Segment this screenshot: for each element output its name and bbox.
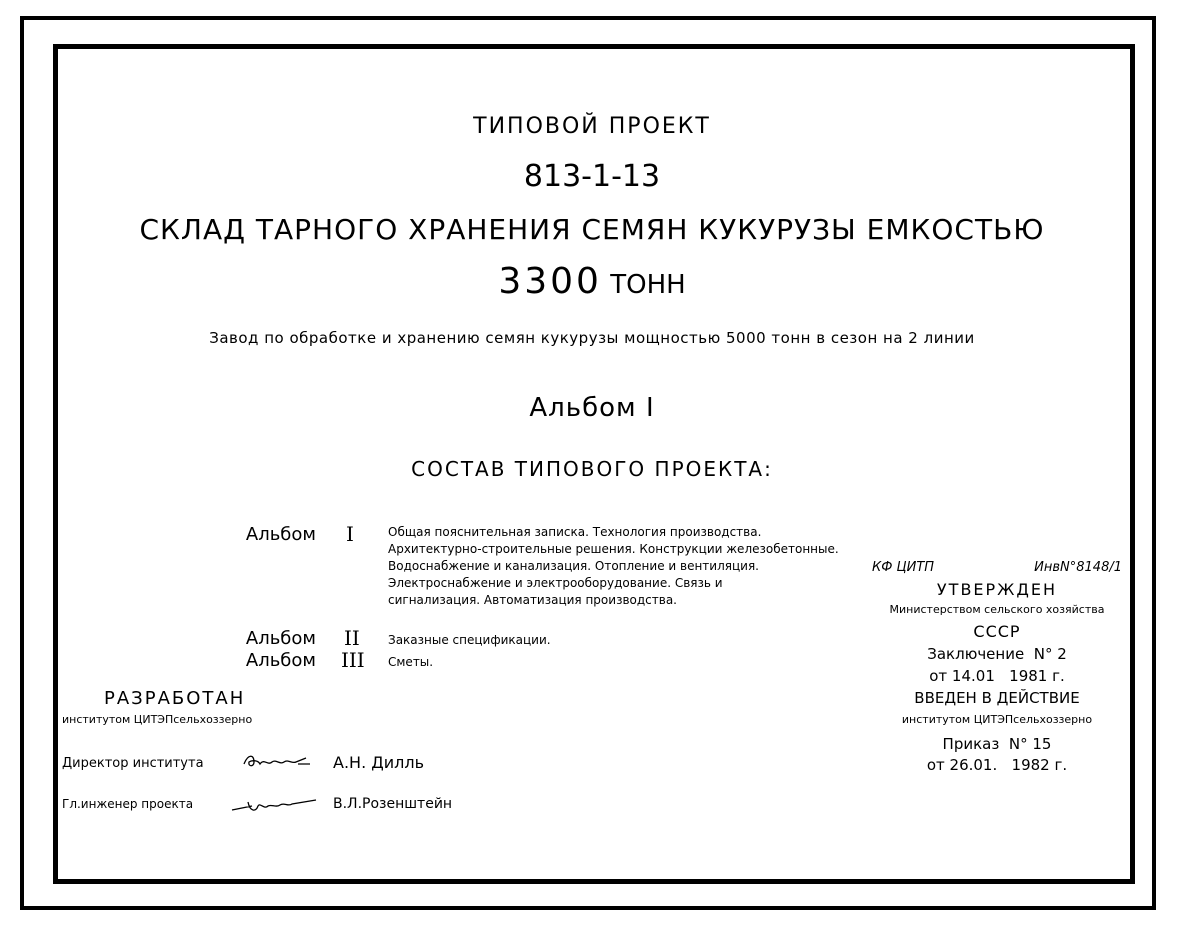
album-1-contents <box>388 524 839 609</box>
album-2-label: Альбом <box>245 628 316 649</box>
conclusion-date: от 14.01 1981 г. <box>929 667 1065 685</box>
director-name: А.Н. Дилль <box>333 753 425 772</box>
capacity-line <box>0 261 1184 302</box>
developer-institute: институтом ЦИТЭПсельхоззерно <box>62 713 253 726</box>
order-date: от 26.01. 1982 г. <box>926 756 1068 774</box>
director-signature <box>240 750 314 772</box>
project-title: СКЛАД ТАРНОГО ХРАНЕНИЯ СЕМЯН КУКУРУЗЫ ЕМКОСТЬЮ <box>139 213 1045 246</box>
project-type: ТИПОВОЙ ПРОЕКТ <box>473 114 711 139</box>
plant-subtitle: Завод по обработке и хранению семян кукурузы мощностью 5000 тонн в сезон на 2 линии <box>209 329 975 347</box>
developer-heading: РАЗРАБОТАН <box>104 688 246 709</box>
director-role: Директор института <box>62 756 204 771</box>
engineer-name: В.Л.Розенштейн <box>333 796 453 812</box>
enacted-by: институтом ЦИТЭПсельхоззерно <box>901 713 1093 726</box>
album-1-line: Электроснабжение и электрооборудование. Связь и <box>388 576 723 590</box>
approved-country: СССР <box>973 622 1021 641</box>
stamp-left: КФ ЦИТП <box>872 560 935 575</box>
order-number: Приказ N° 15 <box>942 735 1052 753</box>
stamp-right: ИнвN°8148/1 <box>1034 560 1122 575</box>
album-2-contents <box>388 632 551 649</box>
album-2-number: II <box>344 626 360 650</box>
approved-ministry: Министерством сельского хозяйства <box>889 603 1105 616</box>
album-3-number: III <box>341 648 365 672</box>
engineer-signature <box>230 794 320 818</box>
capacity-unit: ТОНН <box>610 270 686 300</box>
album-1-number: I <box>346 522 354 546</box>
album-3-contents <box>388 654 433 671</box>
approved-heading: УТВЕРЖДЕН <box>936 580 1058 599</box>
enacted-heading: ВВЕДЕН В ДЕЙСТВИЕ <box>914 689 1080 707</box>
album-3-line: Сметы. <box>388 655 434 669</box>
album-title: Альбом I <box>529 393 655 423</box>
composition-title: СОСТАВ ТИПОВОГО ПРОЕКТА: <box>411 457 773 481</box>
project-number: 813-1-13 <box>523 159 661 194</box>
conclusion-number: Заключение N° 2 <box>927 645 1067 663</box>
engineer-role: Гл.инженер проекта <box>62 797 194 811</box>
album-2-line: Заказные спецификации. <box>388 633 551 647</box>
album-1-line: Архитектурно-строительные решения. Конструкции железобетонные. <box>388 542 839 556</box>
album-1-line: сигнализация. Автоматизация производства. <box>388 593 677 607</box>
album-1-line: Водоснабжение и канализация. Отопление и вентиляция. <box>388 559 759 573</box>
album-1-label: Альбом <box>245 524 316 545</box>
album-3-label: Альбом <box>245 650 316 671</box>
album-1-line: Общая пояснительная записка. Технология производства. <box>388 525 762 539</box>
capacity-value: 3300 <box>498 261 602 302</box>
